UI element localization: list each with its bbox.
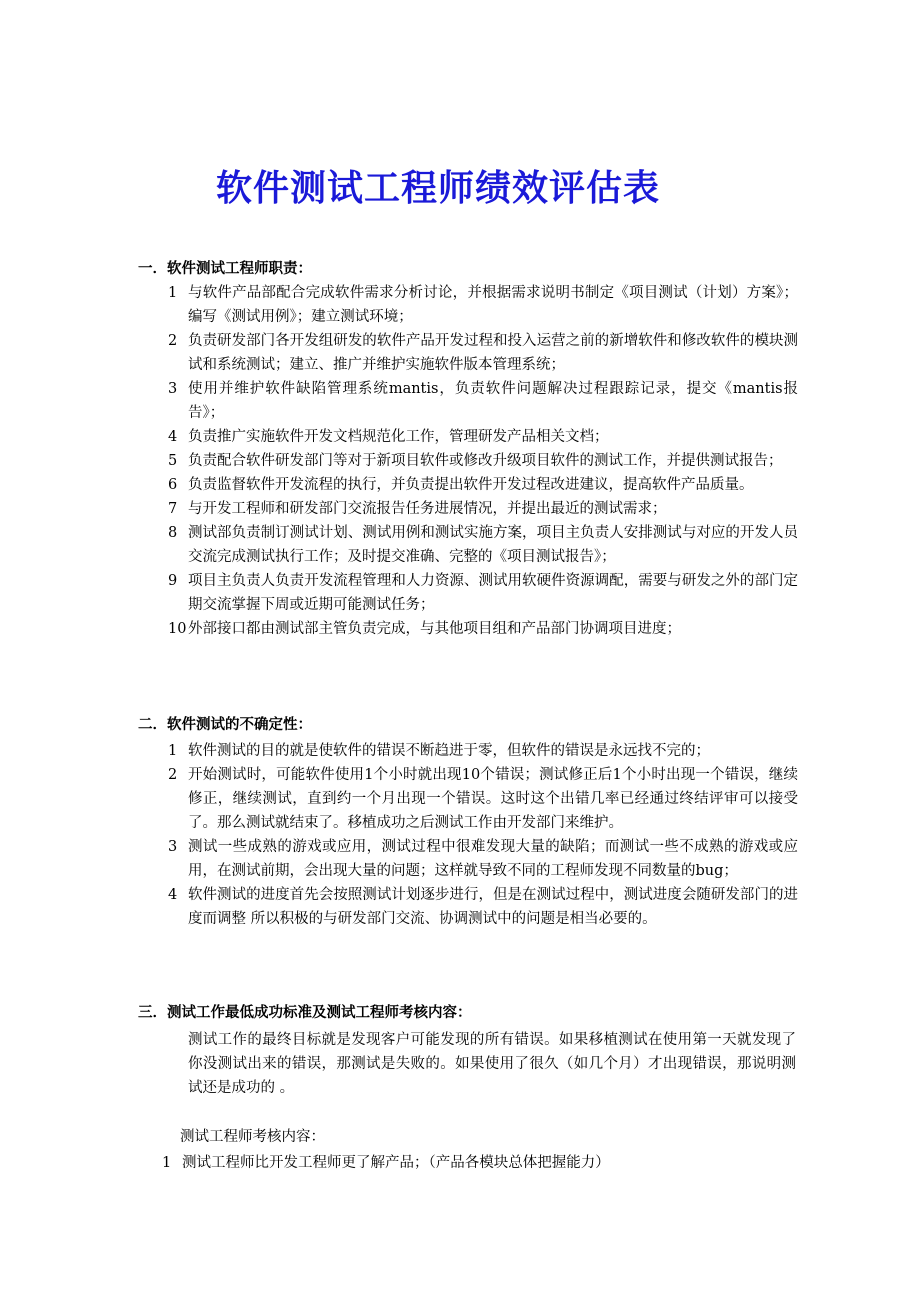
item-number: 9 bbox=[168, 573, 178, 589]
item-number: 7 bbox=[168, 501, 178, 517]
item-text: 测试一些成熟的游戏或应用，测试过程中很难发现大量的缺陷；而测试一些不成熟的游戏或应用，在测试前期，会出现大量的问题；这样就导致不同的工程师发现不同数量的bug； bbox=[188, 839, 798, 879]
item-text: 项目主负责人负责开发流程管理和人力资源、测试用软硬件资源调配，需要与研发之外的部门定期交流掌握下周或近期可能测试任务； bbox=[188, 573, 798, 613]
list-item bbox=[168, 883, 798, 931]
section-heading-success-criteria: 三．测试工作最低成功标准及测试工程师考核内容： bbox=[138, 1005, 472, 1021]
list-item bbox=[168, 617, 798, 641]
item-number: 2 bbox=[168, 333, 178, 349]
item-text: 软件测试的目的就是使软件的错误不断趋进于零，但软件的错误是永远找不完的； bbox=[188, 743, 710, 759]
list-item bbox=[168, 835, 798, 883]
item-text: 测试工程师比开发工程师更了解产品；（产品各模块总体把握能力） bbox=[182, 1155, 610, 1171]
item-text: 负责配合软件研发部门等对于新项目软件或修改升级项目软件的测试工作，并提供测试报告； bbox=[188, 453, 783, 469]
list-item bbox=[168, 521, 798, 569]
item-text: 开始测试时，可能软件使用1个小时就出现10个错误；测试修正后1个小时出现一个错误，继续修正，继续测试，直到约一个月出现一个错误。这时这个出错几率已经通过终结评审可以接受了。那么测试就结束了。移植成功之后测试工作由开发部门来维护。 bbox=[188, 767, 798, 831]
list-item bbox=[168, 473, 798, 497]
assessment-list bbox=[162, 1151, 792, 1175]
list-item bbox=[168, 497, 798, 521]
list-item bbox=[168, 329, 798, 377]
item-number: 1 bbox=[168, 743, 178, 759]
item-number: 4 bbox=[168, 429, 178, 445]
item-number: 6 bbox=[168, 477, 178, 493]
item-number: 2 bbox=[168, 767, 178, 783]
assessment-subheading: 测试工程师考核内容： bbox=[180, 1129, 325, 1145]
list-item bbox=[168, 377, 798, 425]
item-text: 与开发工程师和研发部门交流报告任务进展情况，并提出最近的测试需求； bbox=[188, 501, 667, 517]
document-title: 软件测试工程师绩效评估表 bbox=[215, 168, 660, 209]
success-criteria-paragraph: 测试工作的最终目标就是发现客户可能发现的所有错误。如果移植测试在使用第一天就发现了你没测试出来的错误，那测试是失败的。如果使用了很久（如几个月）才出现错误，那说明测试还是成功的 。 bbox=[188, 1032, 796, 1096]
list-item bbox=[168, 425, 798, 449]
item-text: 测试部负责制订测试计划、测试用例和测试实施方案，项目主负责人安排测试与对应的开发人员交流完成测试执行工作；及时提交准确、完整的《项目测试报告》； bbox=[188, 525, 798, 565]
item-number: 1 bbox=[162, 1155, 172, 1171]
item-text: 负责监督软件开发流程的执行，并负责提出软件开发过程改进建议，提高软件产品质量。 bbox=[188, 477, 754, 493]
section-heading-duties: 一．软件测试工程师职责： bbox=[138, 261, 312, 277]
item-number: 4 bbox=[168, 887, 178, 903]
item-number: 3 bbox=[168, 381, 178, 397]
list-item bbox=[168, 449, 798, 473]
duties-list bbox=[168, 281, 798, 641]
item-number: 3 bbox=[168, 839, 178, 855]
list-item bbox=[168, 739, 798, 763]
section-heading-uncertainty: 二．软件测试的不确定性： bbox=[138, 717, 312, 733]
item-number: 5 bbox=[168, 453, 178, 469]
item-number: 8 bbox=[168, 525, 178, 541]
item-number: 10 bbox=[168, 621, 187, 637]
item-text: 使用并维护软件缺陷管理系统mantis，负责软件问题解决过程跟踪记录，提交《mantis报告》； bbox=[188, 381, 798, 421]
list-item bbox=[168, 281, 798, 329]
item-text: 软件测试的进度首先会按照测试计划逐步进行，但是在测试过程中，测试进度会随研发部门的进度而调整 所以积极的与研发部门交流、协调测试中的问题是相当必要的。 bbox=[188, 887, 798, 927]
list-item bbox=[168, 763, 798, 835]
item-text: 负责研发部门各开发组研发的软件产品开发过程和投入运营之前的新增软件和修改软件的模块测试和系统测试；建立、推广并维护实施软件版本管理系统； bbox=[188, 333, 798, 373]
list-item bbox=[162, 1151, 792, 1175]
item-text: 外部接口都由测试部主管负责完成，与其他项目组和产品部门协调项目进度； bbox=[188, 621, 681, 637]
item-number: 1 bbox=[168, 285, 178, 301]
item-text: 负责推广实施软件开发文档规范化工作，管理研发产品相关文档； bbox=[188, 429, 609, 445]
list-item bbox=[168, 569, 798, 617]
uncertainty-list bbox=[168, 739, 798, 931]
item-text: 与软件产品部配合完成软件需求分析讨论，并根据需求说明书制定《项目测试（计划）方案》；编写《测试用例》；建立测试环境； bbox=[188, 285, 798, 325]
